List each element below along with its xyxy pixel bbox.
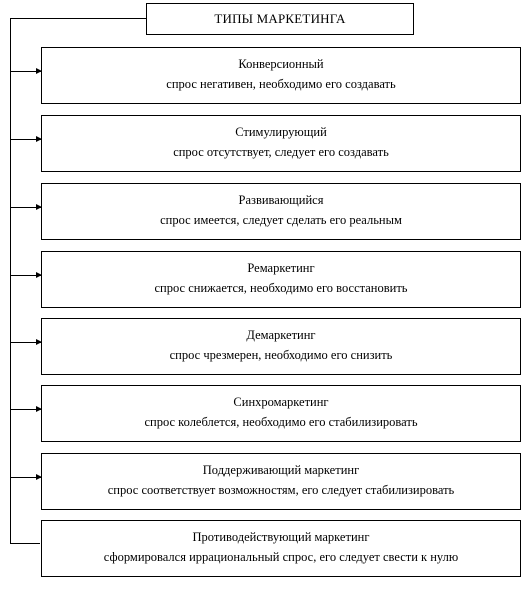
type-name: Противодействующий маркетинг — [192, 530, 370, 544]
type-box-remarketing — [41, 251, 521, 308]
branch-arrow-7 — [10, 477, 41, 478]
type-description: спрос отсутствует, следует его создавать — [173, 145, 389, 159]
branch-arrow-2 — [10, 139, 41, 140]
type-description: сформировался иррациональный спрос, его следует свести к нулю — [103, 550, 459, 564]
type-name: Стимулирующий — [235, 125, 327, 139]
vertical-spine-line — [10, 18, 11, 543]
type-name: Развивающийся — [238, 193, 324, 207]
branch-arrow-5 — [10, 342, 41, 343]
type-box-synchromarketing — [41, 385, 521, 442]
type-name: Демаркетинг — [246, 328, 316, 342]
type-name: Ремаркетинг — [247, 261, 315, 275]
branch-arrow-3 — [10, 207, 41, 208]
type-box-conversion — [41, 47, 521, 104]
branch-line-8 — [10, 543, 40, 544]
diagram-title: ТИПЫ МАРКЕТИНГА — [214, 11, 346, 26]
type-name: Конверсионный — [238, 57, 324, 71]
title-connector-line — [10, 18, 146, 19]
type-box-stimulating — [41, 115, 521, 172]
type-box-developing — [41, 183, 521, 240]
type-description: спрос негативен, необходимо его создавать — [166, 77, 396, 91]
type-description: спрос колеблется, необходимо его стабилизировать — [144, 415, 418, 429]
branch-arrow-4 — [10, 275, 41, 276]
type-description: спрос чрезмерен, необходимо его снизить — [169, 348, 393, 362]
type-box-demarketing — [41, 318, 521, 375]
diagram-title-box — [146, 3, 414, 35]
type-box-counteracting — [41, 520, 521, 577]
type-name: Поддерживающий маркетинг — [202, 463, 360, 477]
type-box-supporting — [41, 453, 521, 510]
type-description: спрос снижается, необходимо его восстановить — [154, 281, 408, 295]
type-description: спрос соответствует возможностям, его следует стабилизировать — [107, 483, 455, 497]
type-description: спрос имеется, следует сделать его реальным — [160, 213, 402, 227]
branch-arrow-1 — [10, 71, 41, 72]
branch-arrow-6 — [10, 409, 41, 410]
type-name: Синхромаркетинг — [233, 395, 329, 409]
